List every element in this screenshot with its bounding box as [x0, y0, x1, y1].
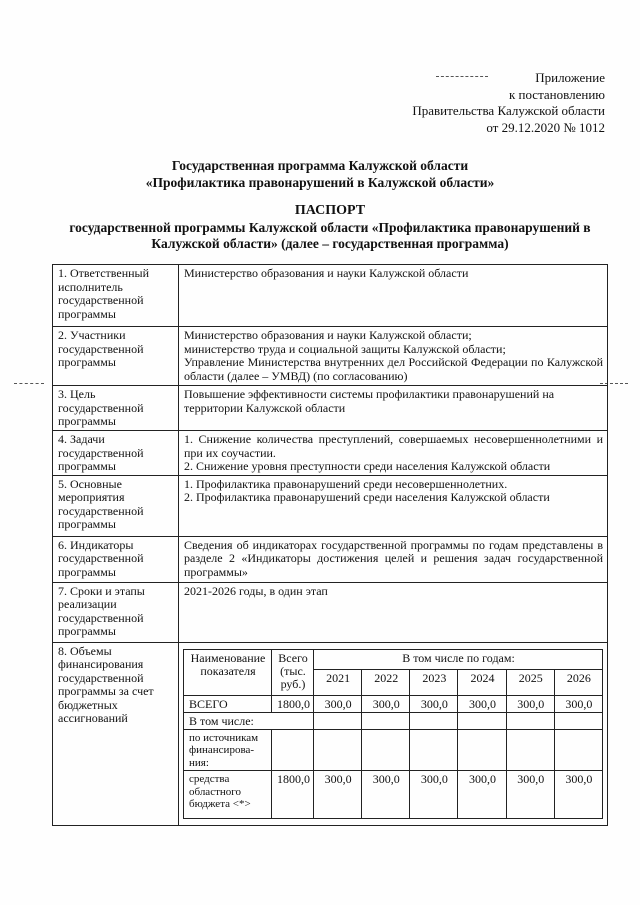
table-row — [53, 536, 608, 582]
regional-year: 300,0 — [362, 771, 410, 819]
table-row — [53, 642, 608, 826]
header-name: Наименование показателя — [184, 649, 272, 695]
row-label: 7. Сроки и этапы реализации государственной программы — [53, 582, 179, 642]
year-cell: 2025 — [506, 669, 554, 695]
row-value: Повышение эффективности системы профилактики правонарушений на территории Калужской области — [179, 386, 608, 431]
row-value: 1. Снижение количества преступлений, совершаемых несовершеннолетними и при их соучастии. 2. Снижение уровня преступности среди населения Калужской области — [179, 431, 608, 476]
row-value: Министерство образования и науки Калужской области — [179, 265, 608, 327]
row-label: 3. Цель государственной программы — [53, 386, 179, 431]
year-cell: 2024 — [458, 669, 506, 695]
passport-table-wrap — [52, 264, 608, 826]
sources-label: по источникам финансирова-ния: — [184, 729, 272, 771]
program-title: Государственная программа Калужской области «Профилактика правонарушений в Калужской области» — [145, 158, 495, 190]
annex-line: Правительства Калужской области — [412, 103, 605, 118]
total-year: 300,0 — [458, 695, 506, 712]
total-year: 300,0 — [410, 695, 458, 712]
year-cell: 2026 — [554, 669, 602, 695]
total-year: 300,0 — [506, 695, 554, 712]
regional-year: 300,0 — [506, 771, 554, 819]
regional-year: 300,0 — [554, 771, 602, 819]
regional-year: 300,0 — [458, 771, 506, 819]
table-row — [53, 327, 608, 386]
including-label: В том числе: — [184, 712, 314, 729]
passport-subtitle: государственной программы Калужской области «Профилактика правонарушений в Калужской области» (далее – государственная программа) — [69, 219, 591, 251]
year-cell: 2023 — [410, 669, 458, 695]
table-row — [53, 431, 608, 476]
total-year: 300,0 — [362, 695, 410, 712]
row-label: 4. Задачи государственной программы — [53, 431, 179, 476]
row-value — [179, 642, 608, 826]
row-value: Министерство образования и науки Калужской области; министерство труда и социальной защиты Калужской области; Управление Министерства внутренних дел Российской Федерации по Калужской области (далее – УМВД) (по согласованию) — [179, 327, 608, 386]
year-cell: 2021 — [314, 669, 362, 695]
passport-heading — [40, 203, 620, 253]
row-value: 1. Профилактика правонарушений среди несовершеннолетних. 2. Профилактика правонарушений среди населения Калужской области — [179, 475, 608, 536]
row-label: 1. Ответственный исполнитель государственной программы — [53, 265, 179, 327]
regional-label: средства областного бюджета <*> — [184, 771, 272, 819]
annex-line: Приложение — [535, 70, 605, 85]
total-value: 1800,0 — [272, 695, 314, 712]
row-value: Сведения об индикаторах государственной программы по годам представлены в разделе 2 «Индикаторы достижения целей и решения задач государственной программы» — [179, 536, 608, 582]
scan-mark — [14, 383, 44, 384]
table-row — [53, 265, 608, 327]
funding-table — [183, 649, 603, 820]
table-row — [53, 386, 608, 431]
annex-block — [412, 70, 605, 136]
row-label: 6. Индикаторы государственной программы — [53, 536, 179, 582]
regional-year: 300,0 — [410, 771, 458, 819]
row-label: 2. Участники государственной программы — [53, 327, 179, 386]
passport-table — [52, 264, 608, 826]
annex-line: к постановлению — [508, 86, 605, 102]
header-total: Всего (тыс. руб.) — [272, 649, 314, 695]
total-label: ВСЕГО — [184, 695, 272, 712]
row-label: 5. Основные мероприятия государственной программы — [53, 475, 179, 536]
annex-line: от 29.12.2020 № 1012 — [486, 119, 605, 135]
table-row — [53, 475, 608, 536]
row-label: 8. Объемы финансирования государственной программы за счет бюджетных ассигнований — [53, 642, 179, 826]
header-years: В том числе по годам: — [314, 649, 603, 669]
regional-year: 300,0 — [314, 771, 362, 819]
regional-total: 1800,0 — [272, 771, 314, 819]
total-year: 300,0 — [554, 695, 602, 712]
row-value: 2021-2026 годы, в один этап — [179, 582, 608, 642]
year-cell: 2022 — [362, 669, 410, 695]
total-year: 300,0 — [314, 695, 362, 712]
passport-title: ПАСПОРТ — [294, 203, 366, 218]
table-row — [53, 582, 608, 642]
